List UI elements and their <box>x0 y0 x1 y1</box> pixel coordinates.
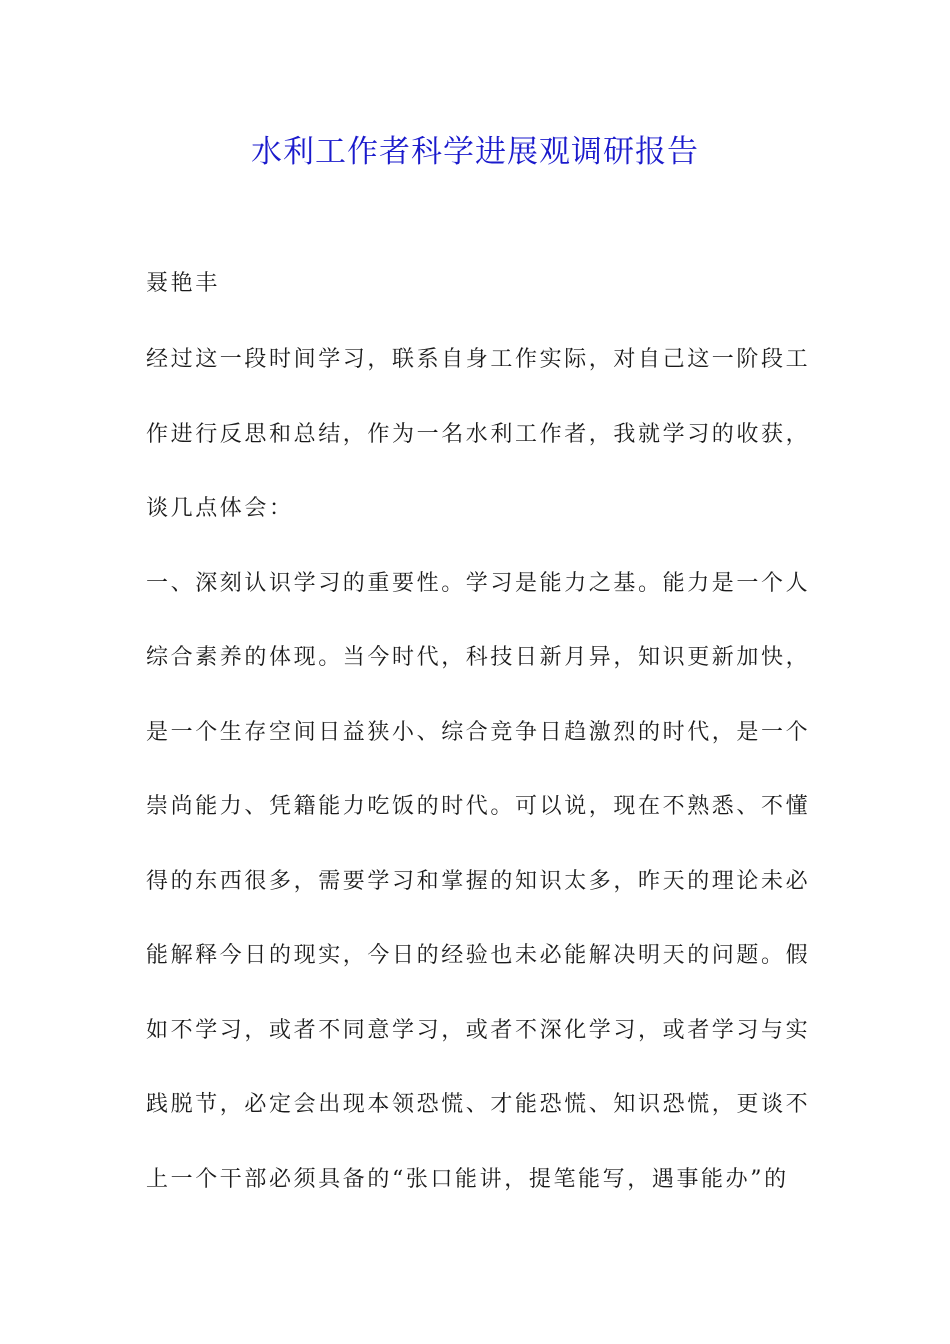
paragraph-line: 如不学习，或者不同意学习，或者不深化学习，或者学习与实 <box>146 1018 811 1043</box>
paragraph-line: 综合素养的体现。当今时代，科技日新月异，知识更新加快， <box>146 645 811 670</box>
paragraph-line: 上一个干部必须具备的“张口能讲，提笔能写，遇事能办”的 <box>146 1167 789 1192</box>
paragraph-line: 崇尚能力、凭籍能力吃饭的时代。可以说，现在不熟悉、不懂 <box>146 794 811 819</box>
paragraph-line: 践脱节，必定会出现本领恐慌、才能恐慌、知识恐慌，更谈不 <box>146 1092 811 1117</box>
paragraph-line: 能解释今日的现实，今日的经验也未必能解决明天的问题。假 <box>146 943 811 968</box>
author-name: 聂艳丰 <box>146 271 220 296</box>
paragraph-line: 得的东西很多，需要学习和掌握的知识太多，昨天的理论未必 <box>146 869 811 894</box>
paragraph-line: 作进行反思和总结，作为一名水利工作者，我就学习的收获， <box>146 422 811 447</box>
paragraph-line: 谈几点体会： <box>146 496 294 521</box>
document-title: 水利工作者科学进展观调研报告 <box>251 134 699 170</box>
paragraph-line: 是一个生存空间日益狭小、综合竞争日趋激烈的时代，是一个 <box>146 720 811 745</box>
paragraph-line: 经过这一段时间学习，联系自身工作实际，对自己这一阶段工 <box>146 347 811 372</box>
paragraph-line: 一、深刻认识学习的重要性。学习是能力之基。能力是一个人 <box>146 571 811 596</box>
